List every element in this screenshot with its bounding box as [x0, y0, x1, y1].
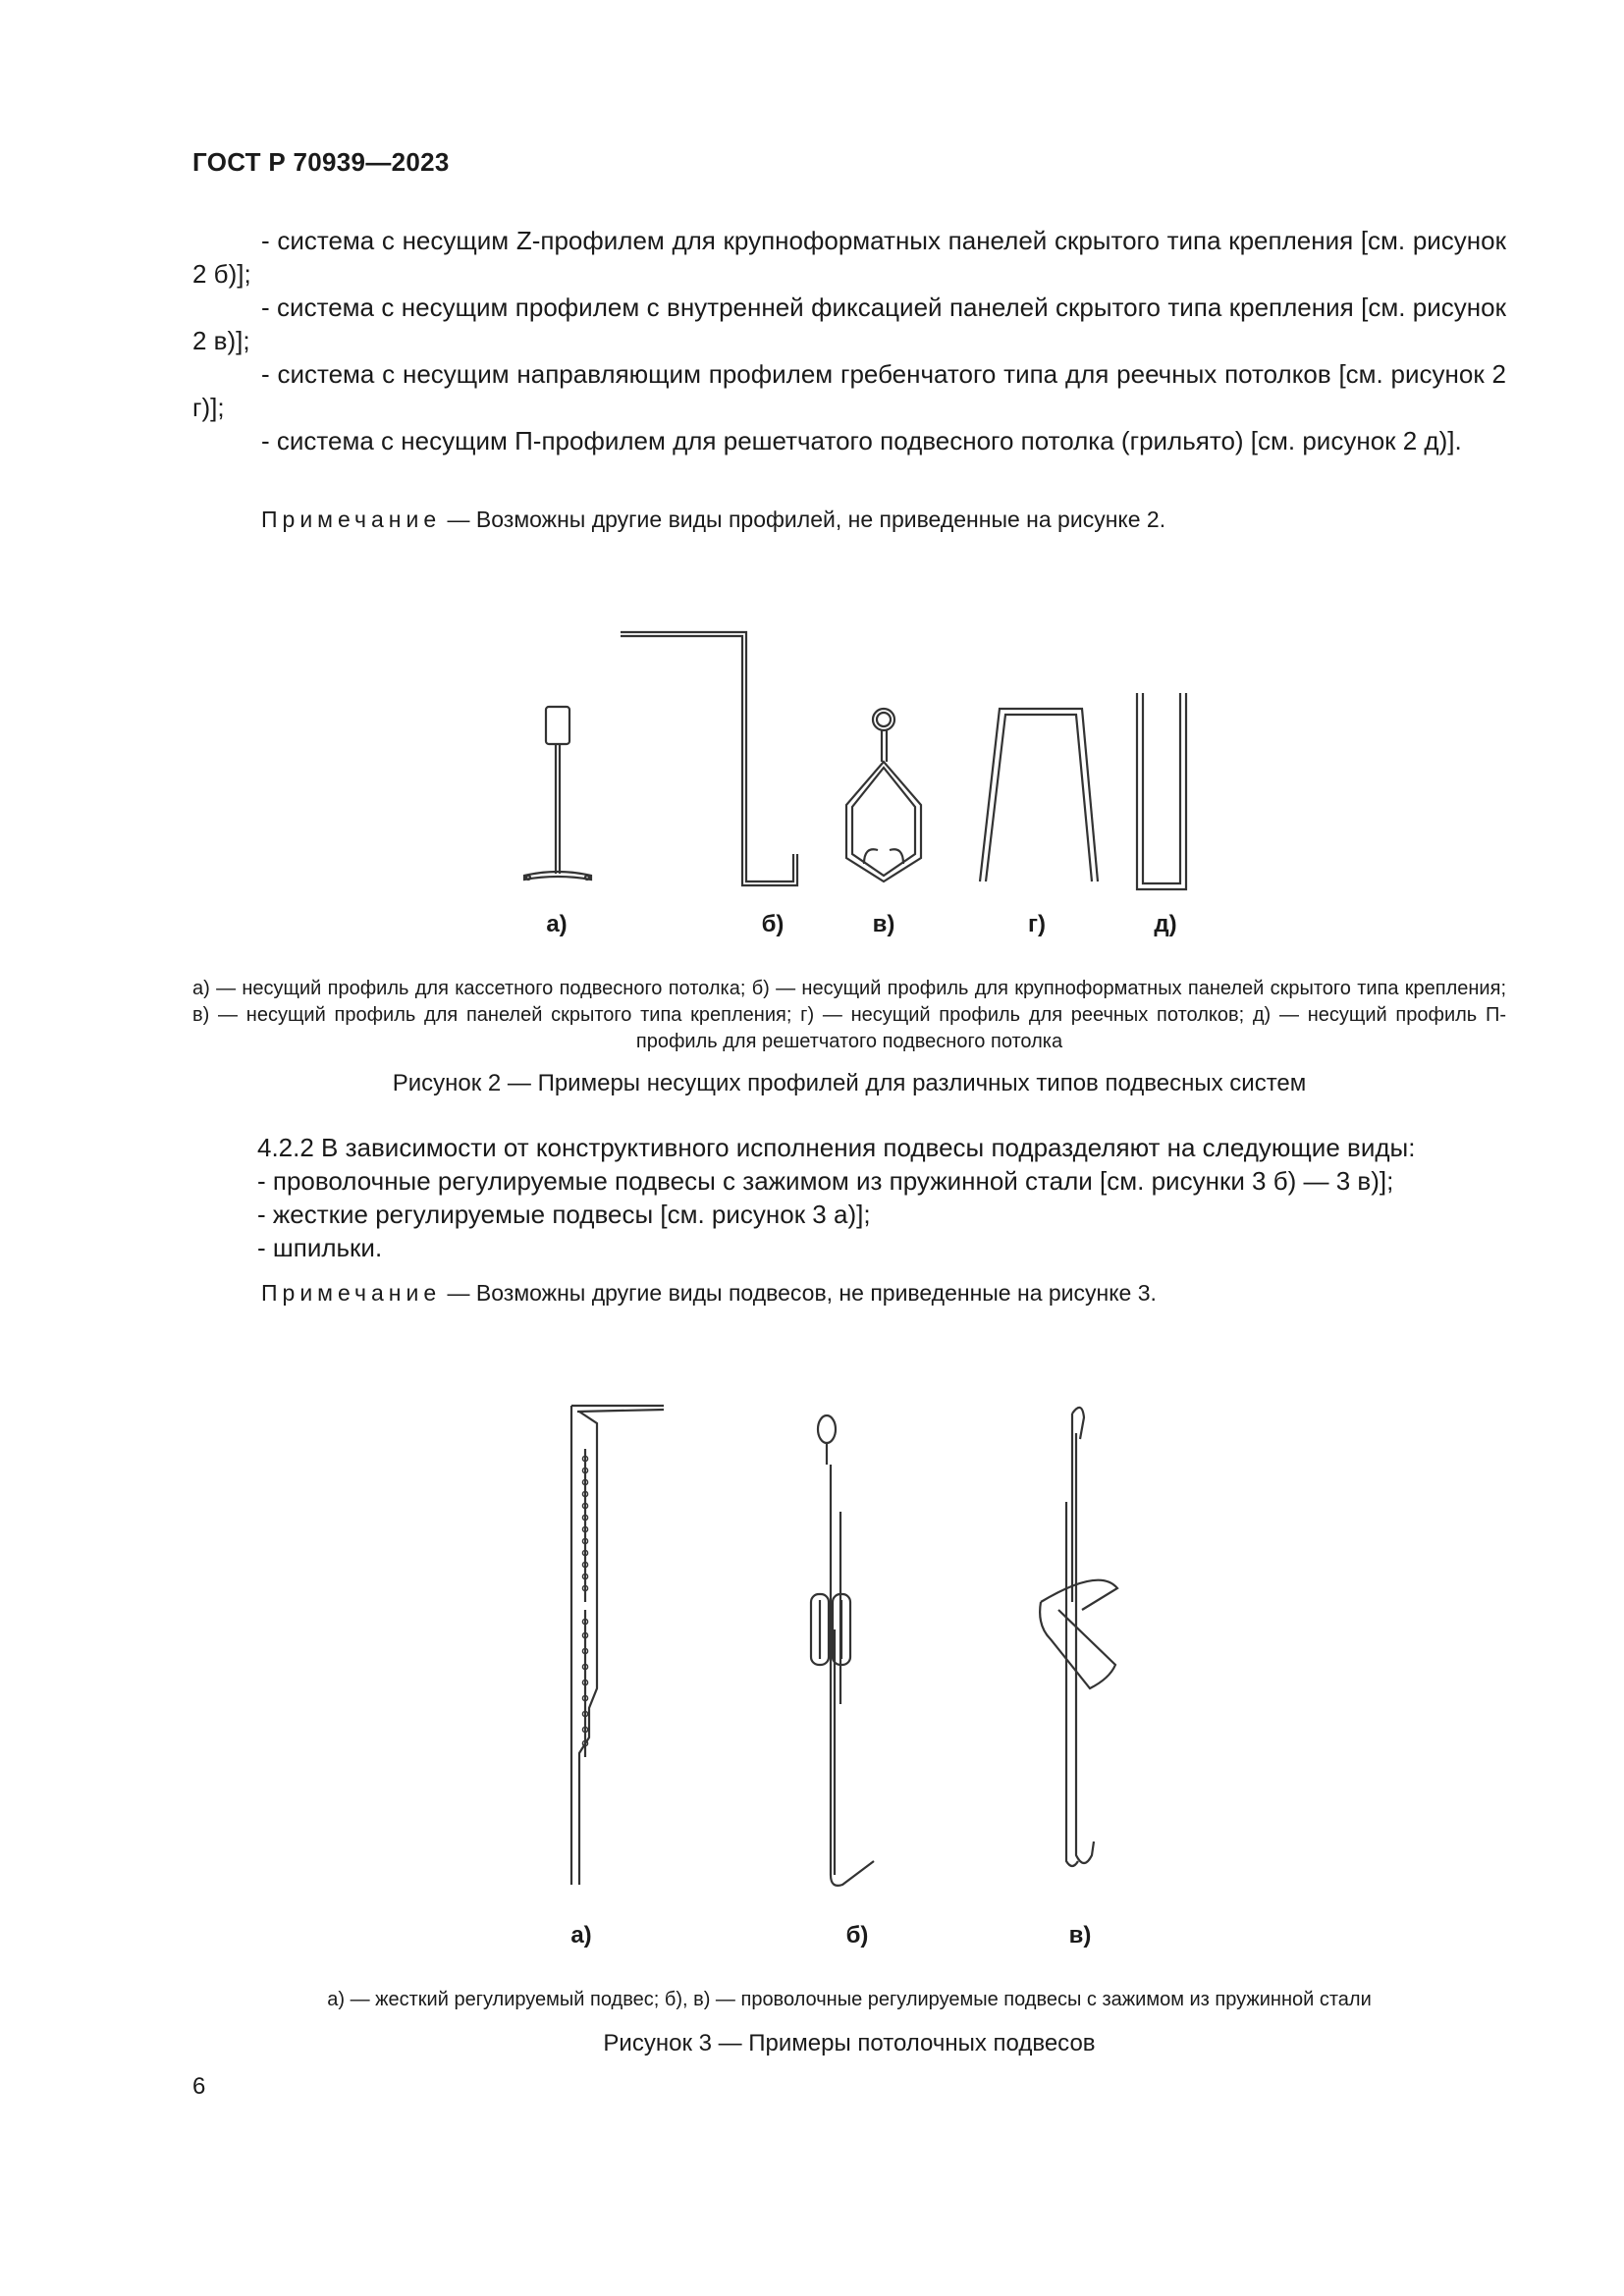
figure-3-label-b: б) — [845, 1922, 869, 1949]
note-profiles — [261, 505, 1165, 534]
figure-3 — [0, 1394, 1624, 1949]
figure-3-label-a: а) — [570, 1922, 592, 1949]
figure-2-label-d: д) — [1154, 911, 1177, 937]
list-item: - проволочные регулируемые подвесы с зажимом из пружинной стали [см. рисунки 3 б) — 3 в)]; — [257, 1166, 1394, 1196]
figure-3-caption: Рисунок 3 — Примеры потолочных подвесов — [603, 2030, 1096, 2056]
paragraph: - система с несущим профилем с внутренней фиксацией панелей скрытого типа крепления [см. рисунок 2 в)]; — [192, 293, 1506, 355]
figure-2-legend: а) — несущий профиль для кассетного подвесного потолка; б) — несущий профиль для крупноформатных панелей скрытого типа крепления; в) — несущий профиль для панелей скрытого типа крепления; г) — несущий профиль для реечных потолков; д) — несущий профиль П-профиль для решетчатого подвесного потолка — [192, 978, 1506, 1052]
document-header: ГОСТ Р 70939—2023 — [192, 147, 450, 177]
list-item: - жесткие регулируемые подвесы [см. рисунок 3 а)]; — [257, 1200, 871, 1229]
figure-2-label-g: г) — [1028, 911, 1046, 937]
note-text: — Возможны другие виды подвесов, не приведенные на рисунке 3. — [441, 1280, 1157, 1306]
hanger-v-drawing — [1040, 1408, 1117, 1866]
body-text-top — [192, 224, 1506, 457]
section-4-2-2 — [257, 1131, 1514, 1264]
figure-3-label-v: в) — [1068, 1922, 1092, 1949]
profile-a-drawing — [524, 707, 591, 880]
section-intro: 4.2.2 В зависимости от конструктивного исполнения подвесы подразделяют на следующие виды: — [257, 1133, 1416, 1162]
figure-3-legend: а) — жесткий регулируемый подвес; б), в) — проволочные регулируемые подвесы с зажимом из пружинной стали — [327, 1989, 1372, 2010]
paragraph: - система с несущим направляющим профилем гребенчатого типа для реечных потолков [см. рисунок 2 г)]; — [192, 359, 1506, 422]
figure-2-caption: Рисунок 2 — Примеры несущих профилей для различных типов подвесных систем — [392, 1070, 1307, 1096]
figure-2-label-v: в) — [872, 911, 895, 937]
hanger-a-drawing — [571, 1406, 664, 1885]
note-label: Примечание — [261, 1280, 442, 1306]
list-item: - шпильки. — [257, 1233, 383, 1262]
hanger-b-drawing — [811, 1415, 874, 1886]
paragraph: - система с несущим Z-профилем для крупноформатных панелей скрытого типа крепления [см. рисунок 2 б)]; — [192, 226, 1506, 289]
figure-2-label-a: а) — [546, 911, 568, 937]
profile-d-drawing — [1137, 693, 1186, 889]
figure-3-drawing — [0, 1394, 1624, 1904]
figure-2-label-b: б) — [761, 911, 785, 937]
profile-b-drawing — [621, 632, 797, 885]
note-label: Примечание — [261, 507, 442, 532]
profile-v-drawing — [846, 709, 921, 881]
profile-g-drawing — [980, 709, 1098, 881]
note-hangers — [261, 1278, 1157, 1308]
figure-2-drawing — [0, 618, 1624, 903]
page-number: 6 — [192, 2073, 206, 2100]
paragraph: - система с несущим П-профилем для решетчатого подвесного потолка (грильято) [см. рисунок 2 д)]. — [261, 426, 1462, 455]
figure-2 — [0, 618, 1624, 937]
note-text: — Возможны другие виды профилей, не приведенные на рисунке 2. — [441, 507, 1166, 532]
